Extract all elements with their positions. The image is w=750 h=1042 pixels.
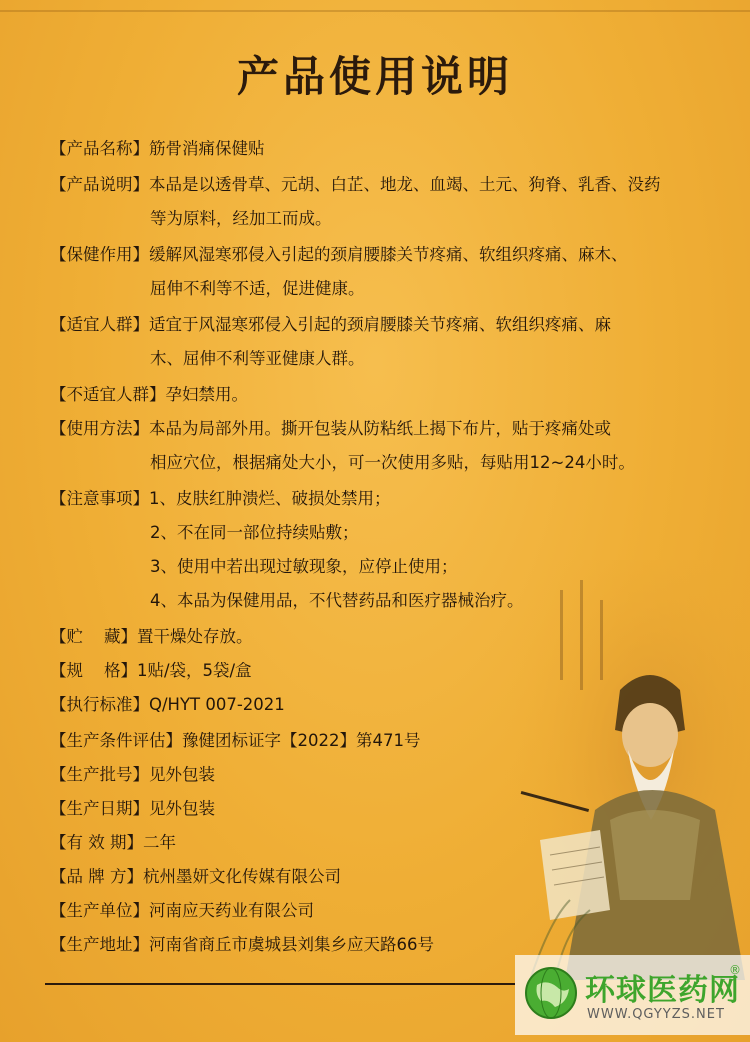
row-manufacturer [50,894,710,928]
row-suitable-group [50,308,710,368]
row-content: 见外包装 [149,799,215,818]
row-content: 河南应天药业有限公司 [149,901,314,920]
globe-logo-icon [523,965,579,1021]
row-precautions [50,482,710,610]
watermark-name: 环球医药网 [585,973,740,1008]
row-content: 筋骨消痛保健贴 [149,139,265,158]
row-content: 置干燥处存放。 [136,627,253,646]
row-content-line2: 木、屈伸不利等亚健康人群。 [150,349,365,368]
row-content: 二年 [143,833,176,852]
row-production-assessment [50,724,710,758]
row-label: 【执行标准】 [50,695,149,714]
row-content: 适宜于风湿寒邪侵入引起的颈肩腰膝关节疼痛、软组织疼痛、麻 [149,315,611,334]
registered-mark: ® [729,963,741,977]
row-label: 【有 效 期】 [50,833,143,852]
row-storage [50,620,710,654]
row-production-date [50,792,710,826]
row-content: 本品是以透骨草、元胡、白芷、地龙、血竭、土元、狗脊、乳香、没药 [149,175,661,194]
top-divider [0,10,750,12]
row-usage [50,412,710,472]
row-label: 【生产批号】 [50,765,149,784]
row-content: 孕妇禁用。 [165,385,248,404]
page-title: 产品使用说明 [236,52,513,101]
row-content: 杭州墨妍文化传媒有限公司 [143,867,341,886]
row-shelf-life [50,826,710,860]
row-specification [50,654,710,688]
row-content: 见外包装 [149,765,215,784]
row-content: 本品为局部外用。撕开包装从防粘纸上揭下布片，贴于疼痛处或 [149,419,611,438]
row-content-line3: 3、使用中若出现过敏现象，应停止使用； [150,557,458,576]
watermark-url: WWW.QGYYZS.NET [587,1007,725,1022]
row-product-description [50,168,710,228]
row-content-line2: 2、不在同一部位持续贴敷； [150,523,359,542]
row-content: 缓解风湿寒邪侵入引起的颈肩腰膝关节疼痛、软组织疼痛、麻木、 [149,245,628,264]
row-label: 【生产日期】 [50,799,149,818]
row-label: 【生产单位】 [50,901,149,920]
row-standard [50,688,710,722]
row-brand-owner [50,860,710,894]
row-label: 【生产地址】 [50,935,149,954]
row-health-function [50,238,710,298]
row-content-line2: 相应穴位，根据痛处大小，可一次使用多贴，每贴用12~24小时。 [150,453,635,472]
row-label: 【使用方法】 [50,419,149,438]
row-label: 【注意事项】 [50,489,149,508]
row-content: 1、皮肤红肿溃烂、破损处禁用； [149,489,391,508]
row-label: 【产品说明】 [50,175,149,194]
row-label: 【品 牌 方】 [50,867,143,886]
row-content: 豫健团标证字【2022】第471号 [182,731,421,750]
row-unsuitable-group [50,378,710,412]
row-label: 【产品名称】 [50,139,149,158]
row-content: 1贴/袋，5袋/盒 [136,661,252,680]
row-label: 【不适宜人群】 [50,385,166,404]
row-label: 【保健作用】 [50,245,149,264]
row-content: 河南省商丘市虞城县刘集乡应天路66号 [149,935,434,954]
row-content: Q/HYT 007-2021 [149,695,285,714]
row-product-name [50,132,710,166]
row-label: 【规 格】 [50,661,137,680]
watermark [515,955,750,1035]
bottom-divider [45,983,515,985]
row-label: 【生产条件评估】 [50,731,182,750]
row-label: 【适宜人群】 [50,315,149,334]
row-content-line2: 等为原料，经加工而成。 [150,209,332,228]
row-content-line2: 屈伸不利等不适，促进健康。 [150,279,365,298]
row-batch-number [50,758,710,792]
row-label: 【贮 藏】 [50,627,137,646]
row-content-line4: 4、本品为保健用品，不代替药品和医疗器械治疗。 [150,591,524,610]
